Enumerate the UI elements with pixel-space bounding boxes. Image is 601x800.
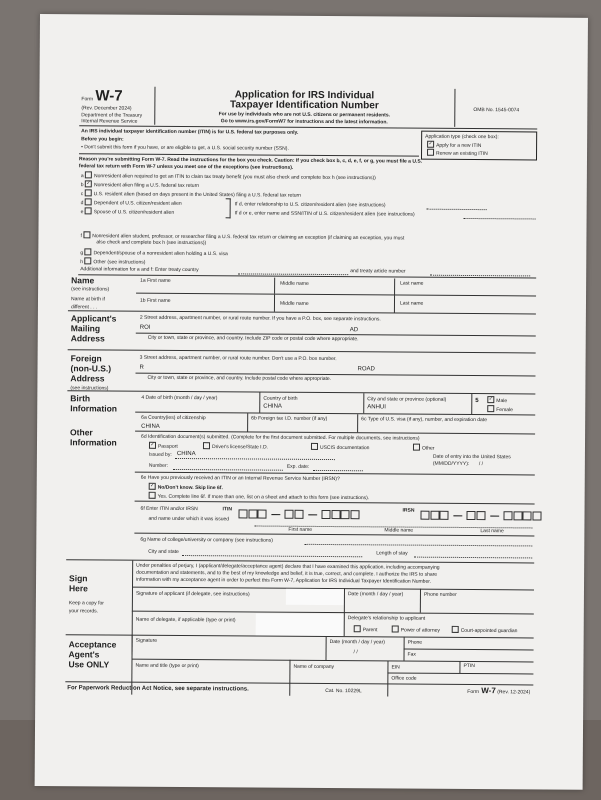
form-title-line1: Application for IRS Individual [234,89,375,102]
foreign-street-value2[interactable]: ROAD [357,366,375,373]
reason-f-line2: also check and complete box h (see instructions)) [96,239,207,247]
prior-last-name-label: Last name [480,528,504,535]
delegate-relationship-label: Delegate's relationship to applicant [347,615,426,622]
reason-e[interactable]: e Spouse of U.S. citizen/resident alien [80,209,175,216]
reason-a[interactable]: a Nonresident alien required to get an ITIN to claim tax treaty benefit (you must also check and complete box h (see instructions)) [80,173,376,182]
drivers-license-option[interactable]: Driver's license/State I.D. [203,443,268,450]
paperwork-notice: For Paperwork Reduction Act Notice, see separate instructions. [67,685,249,693]
date-of-birth-field[interactable]: 4 Date of birth (month / day / year) [141,394,218,402]
birth-middle-name-field[interactable]: Middle name [279,300,309,307]
female-option[interactable]: Female [487,406,513,413]
other-label1: Other [70,427,93,438]
issued-by-value[interactable]: CHINA [176,450,196,458]
reason-heading1: Reason you're submitting Form W-7. Read the instructions for the box you check. Caution: If you check box b, c, d, e, f, or g, you must file a U.S. [78,156,423,165]
footer-form-number: W-7 [481,686,496,696]
catalog-number: Cat. No. 10229L [325,688,362,695]
agent-ein-field[interactable]: EIN [391,664,400,671]
perjury-line2: documentation and statements, and to the best of my knowledge and belief, it is true, correct, and complete. I authorize the IRS to share [136,569,438,578]
birth-name-label2: different . . . [70,304,98,311]
applicant-date-field[interactable]: Date (month / day / year) [347,591,404,598]
visa-field[interactable]: 6c Type of U.S. visa (if any), number, and expiration date [361,416,488,424]
parent-option[interactable]: Parent [354,626,378,633]
reason-f-checkbox[interactable] [83,231,90,238]
doc-number-label: Number: [148,462,169,469]
poa-option[interactable]: Power of attorney [392,626,440,633]
sign-here-label2: Here [68,583,88,594]
issued-under-label: and name under which it was issued [148,515,230,523]
reason-d-checkbox[interactable] [85,198,92,205]
passport-checkbox[interactable]: ✓ [150,441,155,448]
form-w7-page [35,14,588,790]
name-section-label: Name [71,275,95,286]
renew-label: Renew an existing ITIN [436,150,488,157]
guardian-checkbox[interactable] [452,626,459,633]
intro-line2: Before you begin: [81,136,124,143]
foreign-street-value1[interactable]: R [139,364,144,371]
agent-date-label: Date (month / day / year) [329,639,385,646]
reason-d-note: If d, enter relationship to U.S. citizen/resident alien (see instructions) [234,201,386,209]
id-docs-label: 6d Identification document(s) submitted. (Complete for the first document submitted. For multiple documents, see instructions) [141,433,420,442]
reason-c[interactable]: c U.S. resident alien (based on days present in the United States) filing a U.S. federal tax return [80,191,301,199]
foreign-label1: Foreign [70,353,102,364]
irsn-label: IRSN [402,507,415,514]
birth-label2: Information [70,403,118,414]
foreign-tax-id-field[interactable]: 6b Foreign tax I.D. number (if any) [251,415,328,423]
foreign-label2: (non-U.S.) [70,363,112,374]
exp-date-field[interactable] [313,470,363,471]
prior-first-name-label: First name [288,526,313,533]
applicant-phone-field[interactable]: Phone number [423,591,457,598]
prior-itin-yes-checkbox[interactable] [149,492,156,499]
uscis-option[interactable]: USCIS documentation [311,444,370,451]
application-type-box [421,131,537,161]
prior-itin-question: 6e Have you previously received an ITIN or an Internal Revenue Service Number (IRSN)? [140,474,340,483]
reason-h[interactable]: h Other (see instructions) [80,259,146,266]
footer-revision: (Rev. 12-2024) [497,689,531,696]
other-label2: Information [69,437,117,448]
drivers-license-checkbox[interactable] [203,442,210,449]
treaty-article-label: and treaty article number [350,268,406,275]
entry-date-label2: (MM/DD/YYYY): [432,460,470,468]
agent-phone-field[interactable]: Phone [407,639,423,646]
footer-form-label: Form [467,688,479,696]
birth-label1: Birth [70,393,91,404]
reason-d[interactable]: d Dependent of U.S. citizen/resident alien [80,200,182,207]
uscis-checkbox[interactable] [311,443,318,450]
itin-digit-boxes[interactable]: – – [238,505,359,524]
reason-b-checkbox[interactable]: ✓ [86,180,91,187]
mailing-label2: Mailing [70,323,101,334]
redaction-patch [286,589,344,605]
issued-by-label: Issued by: [148,451,172,458]
entry-date-label1: Date of entry into the United States [432,453,511,461]
birth-city-value[interactable]: ANHUI [367,404,386,411]
keep-copy-line2: your records. [68,608,99,615]
apply-new-label: Apply for a new ITIN [436,142,482,149]
guardian-option[interactable]: Court-appointed guardian [452,627,518,634]
mailing-city-label: City or town, state or province, and country. Include ZIP code or postal code where appropriate. [147,334,359,343]
birth-first-name-field[interactable]: 1b First name [139,297,171,304]
prior-middle-name-label: Middle name [384,527,414,534]
reason-g-checkbox[interactable] [84,248,91,255]
middle-name-field[interactable]: Middle name [280,280,309,287]
mailing-label3: Address [70,333,105,344]
reason-b[interactable]: b ✓ Nonresident alien filing a U.S. federal tax return [80,180,200,189]
foreign-street-label: 3 Street address, apartment number, or rural route number. Don't use a P.O. box number. [139,354,337,363]
intro-line3: • Don't submit this form if you have, or are eligible to get, a U.S. social security number (SSN). [81,144,289,152]
mailing-street-value1[interactable]: ROI [139,324,151,331]
agent-office-code-field[interactable]: Office code [391,675,417,682]
omb-number: OMB No. 1545-0074 [473,107,520,114]
applicant-signature-field[interactable]: Signature of applicant (if delegate, see instructions) [135,590,250,598]
college-company-label: 6g Name of college/university or company (see instructions) [140,536,273,544]
agent-ptin-field[interactable]: PTIN [463,662,475,670]
reason-c-checkbox[interactable] [85,189,92,196]
foreign-label4: (see instructions) [70,385,109,392]
foreign-city-label: City or town, state or province, and country. Include postal code where appropriate. [147,374,332,383]
form-title-line2: Taxpayer Identification Number [229,99,379,112]
mailing-street-value2[interactable]: AD [349,327,359,334]
parent-checkbox[interactable] [354,625,361,632]
male-checkbox[interactable]: ✓ [488,396,493,403]
reason-g[interactable]: g Dependent/spouse of a nonresident alien holding a U.S. visa [80,250,228,258]
form-label: Form [81,96,94,103]
irsn-digit-boxes[interactable]: – – [420,507,541,526]
keep-copy-line1: Keep a copy for [68,600,104,607]
country-of-birth-value[interactable]: CHINA [263,403,282,410]
perjury-line1: Under penalties of perjury, I (applicant/delegate/acceptance agent) declare that I have examined this application, including accompanying [136,562,440,571]
apply-new-option[interactable] [427,142,481,149]
sign-here-label1: Sign [69,573,88,584]
treaty-country-label: Additional information for a and f: Enter treaty country [80,266,199,274]
agent-company-field[interactable]: Name of company [293,663,335,671]
poa-checkbox[interactable] [392,625,399,632]
gender-line-number: 5 [475,398,479,405]
other-doc-option[interactable]: Other [413,445,435,452]
other-doc-checkbox[interactable] [413,444,420,451]
itin-label: ITIN [222,506,233,513]
prior-itin-no-checkbox[interactable]: ✓ [150,482,155,489]
agent-label2: Agent's [68,649,100,660]
exp-date-label: Exp. date: [286,463,310,470]
length-of-stay-label: Length of stay [376,550,408,557]
reason-heading2: federal tax return with Form W-7 unless you meet one of the exceptions (see instructions). [78,163,294,171]
reason-h-checkbox[interactable] [84,257,91,264]
city-state-field[interactable] [182,555,362,557]
female-checkbox[interactable] [487,405,494,412]
form-subtitle-line1: For use by individuals who are not U.S. citizens or permanent residents. [218,111,391,119]
agent-signature-field[interactable]: Signature [135,637,158,644]
reason-e-note: If d or e, enter name and SSN/ITIN of U.S. citizen/resident alien (see instructions) [234,210,415,218]
doc-number-field[interactable] [173,469,283,471]
country-of-birth-label: Country of birth [263,395,298,402]
birth-city-label: City and state or province (optional) [367,396,447,403]
agent-name-title-field[interactable]: Name and title (type or print) [135,662,199,670]
mailing-street-label: 2 Street address, apartment number, or rural route number. If you have a P.O. box, see separate instructions. [139,314,381,323]
birth-name-label1: Name at birth if [70,296,105,303]
department-line1: Department of the Treasury [81,112,143,119]
form-revision: (Rev. December 2024) [81,105,132,112]
college-company-field[interactable] [304,544,532,547]
mailing-label1: Applicant's [70,313,117,324]
itin-irsn-label: 6f Enter ITIN and/or IRSN [140,505,198,513]
apply-new-checkbox[interactable]: ✓ [428,140,433,147]
citizenship-label: 6a Country(ies) of citizenship [141,414,206,422]
department-line2: Internal Revenue Service [81,118,138,125]
length-of-stay-field[interactable] [414,557,532,559]
birth-last-name-field[interactable]: Last name [399,300,424,307]
form-subtitle-line2: Go to www.irs.gov/FormW7 for instructions and the latest information. [220,118,388,126]
renew-checkbox[interactable] [427,149,434,156]
intro-line1: An IRS individual taxpayer identification number (ITIN) is for U.S. federal tax purposes only. [81,128,299,136]
agent-date-field[interactable]: / / [353,649,358,656]
reason-a-checkbox[interactable] [85,171,92,178]
reason-e-checkbox[interactable] [85,207,92,214]
delegate-name-field[interactable]: Name of delegate, if applicable (type or print) [135,616,236,624]
prior-itin-yes-option[interactable]: Yes. Complete line 6f. If more than one, list on a sheet and attach to this form (see instructions). [149,493,370,502]
city-state-label: City and state [148,548,179,555]
citizenship-value[interactable]: CHINA [141,423,160,430]
passport-option[interactable]: ✓ Passport [150,441,178,450]
agent-fax-field[interactable]: Fax [407,651,416,658]
foreign-label3: Address [70,373,105,384]
male-option[interactable]: ✓ Male [488,396,508,405]
first-name-field[interactable]: 1a First name [140,277,171,284]
agent-label3: Use ONLY [68,659,110,670]
form-number: W-7 [95,87,123,105]
prior-itin-no-option[interactable]: ✓ No/Don't know. Skip line 6f. [150,482,223,492]
entry-date-field[interactable]: / / [478,461,484,468]
agent-label1: Acceptance [68,639,117,650]
perjury-line3: information with my acceptance agent in order to perfect this Form W-7, Application for IRS Individual Taxpayer Identification Number. [136,576,432,585]
renew-option[interactable] [427,150,488,157]
application-type-label: Application type (check one box): [425,133,499,141]
redaction-patch [256,614,344,637]
last-name-field[interactable]: Last name [400,280,424,287]
reason-f[interactable]: f Nonresident alien student, professor, or researcher filing a U.S. federal tax return or claiming an exception (if claiming an exception, you must [80,233,405,242]
name-section-sub: (see instructions) [71,286,110,293]
